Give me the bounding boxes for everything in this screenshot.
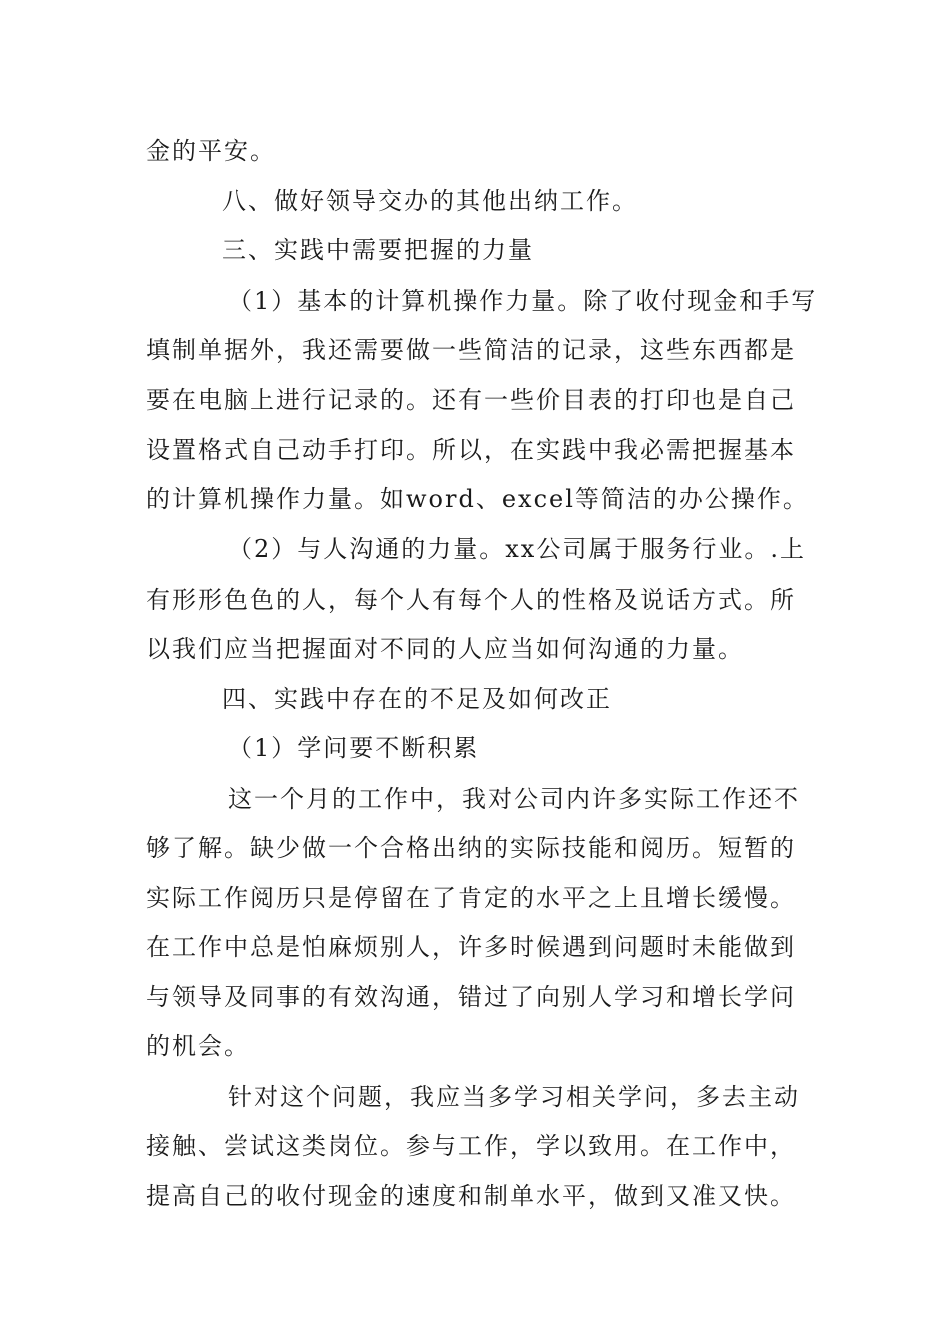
- paragraph-line: 有形形色色的人，每个人有每个人的性格及说话方式。所: [146, 586, 796, 614]
- paragraph-line: 实际工作阅历只是停留在了肯定的水平之上且增长缓慢。: [146, 884, 796, 912]
- paragraph-line: （1）基本的计算机操作力量。除了收付现金和手写: [228, 287, 818, 315]
- section-heading-four: 四、实践中存在的不足及如何改正: [222, 685, 612, 713]
- paragraph-line: 填制单据外，我还需要做一些简洁的记录，这些东西都是: [146, 336, 796, 364]
- paragraph-line: 的计算机操作力量。如word、excel等简洁的办公操作。: [146, 485, 809, 513]
- paragraph-line: 设置格式自己动手打印。所以，在实践中我必需把握基本: [146, 436, 796, 464]
- section-heading-three: 三、实践中需要把握的力量: [222, 236, 534, 264]
- paragraph-line: 接触、尝试这类岗位。参与工作，学以致用。在工作中，: [146, 1132, 796, 1160]
- paragraph-line: 提高自己的收付现金的速度和制单水平，做到又准又快。: [146, 1182, 796, 1210]
- paragraph-line: 在工作中总是怕麻烦别人，许多时候遇到问题时未能做到: [146, 933, 796, 961]
- paragraph-line: 够了解。缺少做一个合格出纳的实际技能和阅历。短暂的: [146, 834, 796, 862]
- paragraph-line: （2）与人沟通的力量。xx公司属于服务行业。.上: [228, 535, 806, 563]
- paragraph-line: 以我们应当把握面对不同的人应当如何沟通的力量。: [146, 635, 744, 663]
- paragraph-line: 针对这个问题，我应当多学习相关学问，多去主动: [228, 1083, 800, 1111]
- list-item-eight: 八、做好领导交办的其他出纳工作。: [222, 187, 638, 215]
- paragraph-line: 要在电脑上进行记录的。还有一些价目表的打印也是自己: [146, 386, 796, 414]
- text-line: 金的平安。: [146, 137, 276, 165]
- paragraph-line: 与领导及同事的有效沟通，错过了向别人学习和增长学问: [146, 983, 796, 1011]
- paragraph-line: 这一个月的工作中，我对公司内许多实际工作还不: [228, 785, 800, 813]
- paragraph-line: 的机会。: [146, 1032, 250, 1060]
- subheading: （1）学问要不断积累: [228, 734, 480, 762]
